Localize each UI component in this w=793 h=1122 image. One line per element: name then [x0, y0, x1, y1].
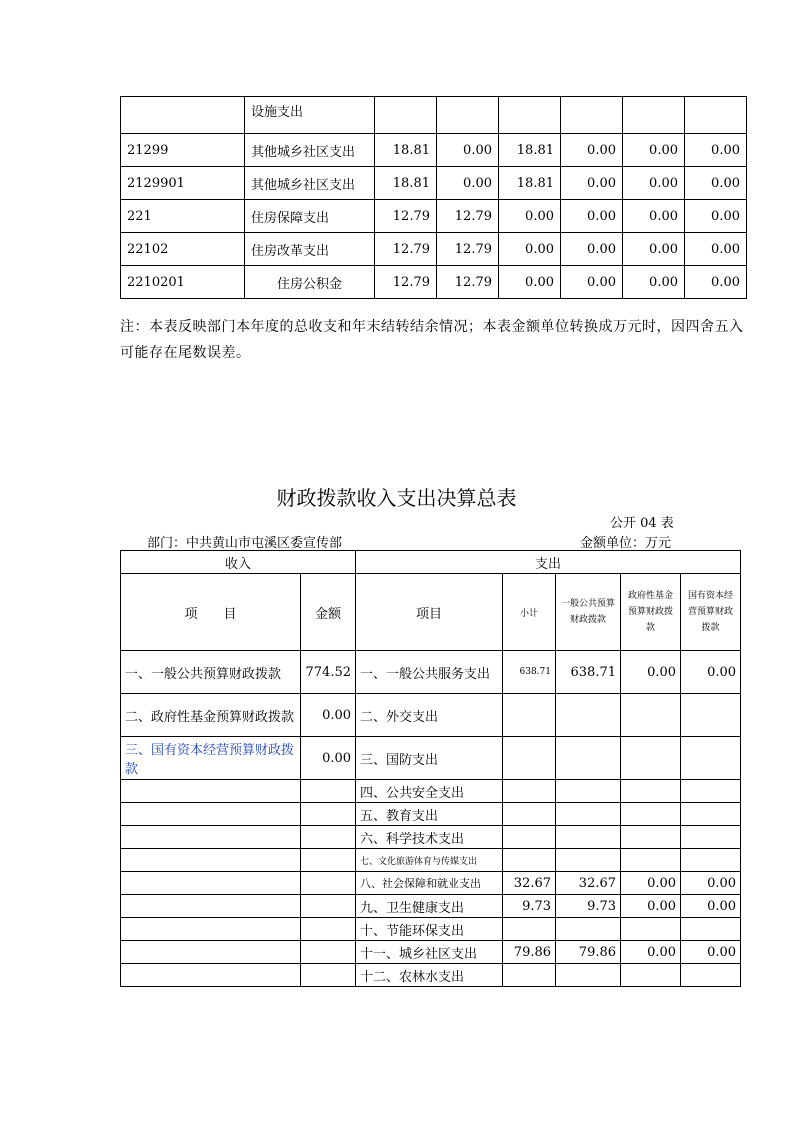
state-capital-header: 国有资本经营预算财政拨款: [681, 574, 741, 651]
code-cell: 2129901: [121, 167, 245, 200]
code-cell: 221: [121, 200, 245, 233]
name-cell: 其他城乡社区支出: [245, 167, 375, 200]
table-row: 四、公共安全支出: [121, 780, 741, 803]
income-header: 收入: [121, 551, 356, 574]
table-row: 2210201 住房公积金 12.79 12.79 0.00 0.00 0.00 0.00: [121, 266, 747, 299]
table-row: 221 住房保障支出 12.79 12.79 0.00 0.00 0.00 0.00: [121, 200, 747, 233]
table-row: 十、节能环保支出: [121, 918, 741, 941]
table-row: 五、教育支出: [121, 803, 741, 826]
expenditure-table-continued: [120, 96, 747, 299]
name-cell: 住房公积金: [245, 266, 375, 299]
table-row: 2129901 其他城乡社区支出 18.81 0.00 18.81 0.00 0.00 0.00: [121, 167, 747, 200]
table-row: 十二、农林水支出: [121, 964, 741, 987]
name-cell: 其他城乡社区支出: [245, 134, 375, 167]
subtotal-header: 小计: [503, 574, 556, 651]
general-budget-header: 一般公共预算财政拨款: [556, 574, 621, 651]
code-cell: 22102: [121, 233, 245, 266]
table-row: 22102 住房改革支出 12.79 12.79 0.00 0.00 0.00 0.00: [121, 233, 747, 266]
page-title: 财政拨款收入支出决算总表: [276, 486, 517, 510]
header-row: [121, 551, 741, 574]
table-row: 七、文化旅游体育与传媒支出: [121, 849, 741, 872]
name-cell: 住房保障支出: [245, 200, 375, 233]
unit-label: 金额单位：万元: [580, 536, 672, 551]
item-header: 项 目: [121, 574, 301, 651]
table-row: 十一、城乡社区支出 79.86 79.86 0.00 0.00: [121, 941, 741, 964]
header-row: [121, 574, 741, 651]
summary-table: [120, 550, 741, 987]
table-row: 二、政府性基金预算财政拨款 0.00 二、外交支出: [121, 694, 741, 737]
table-row: 三、国有资本经营预算财政拨款 0.00 三、国防支出: [121, 737, 741, 780]
code-cell: 21299: [121, 134, 245, 167]
footnote: 注：本表反映部门本年度的总收支和年末结转结余情况；本表金额单位转换成万元时，因四舍五入可能存在尾数误差。: [120, 319, 744, 361]
table-row: 21299 其他城乡社区支出 18.81 0.00 18.81 0.00 0.00 0.00: [121, 134, 747, 167]
amount-header: 金额: [301, 574, 356, 651]
table-row: 一、一般公共预算财政拨款 774.52 一、一般公共服务支出 638.71 638.71 0.00 0.00: [121, 651, 741, 694]
code-cell: [121, 97, 245, 134]
table-row: 六、科学技术支出: [121, 826, 741, 849]
code-cell: 2210201: [121, 266, 245, 299]
name-cell: 住房改革支出: [245, 233, 375, 266]
table-code: 公开 04 表: [610, 516, 674, 531]
gov-fund-header: 政府性基金预算财政拨款: [621, 574, 681, 651]
item-header: 项目: [356, 574, 503, 651]
name-cell: 设施支出: [245, 97, 375, 134]
table-row: 八、社会保障和就业支出 32.67 32.67 0.00 0.00: [121, 872, 741, 895]
table-row: 九、卫生健康支出 9.73 9.73 0.00 0.00: [121, 895, 741, 918]
expense-header: 支出: [356, 551, 741, 574]
department-label: 部门：中共黄山市屯溪区委宣传部: [147, 536, 343, 551]
table-row: [121, 97, 747, 134]
